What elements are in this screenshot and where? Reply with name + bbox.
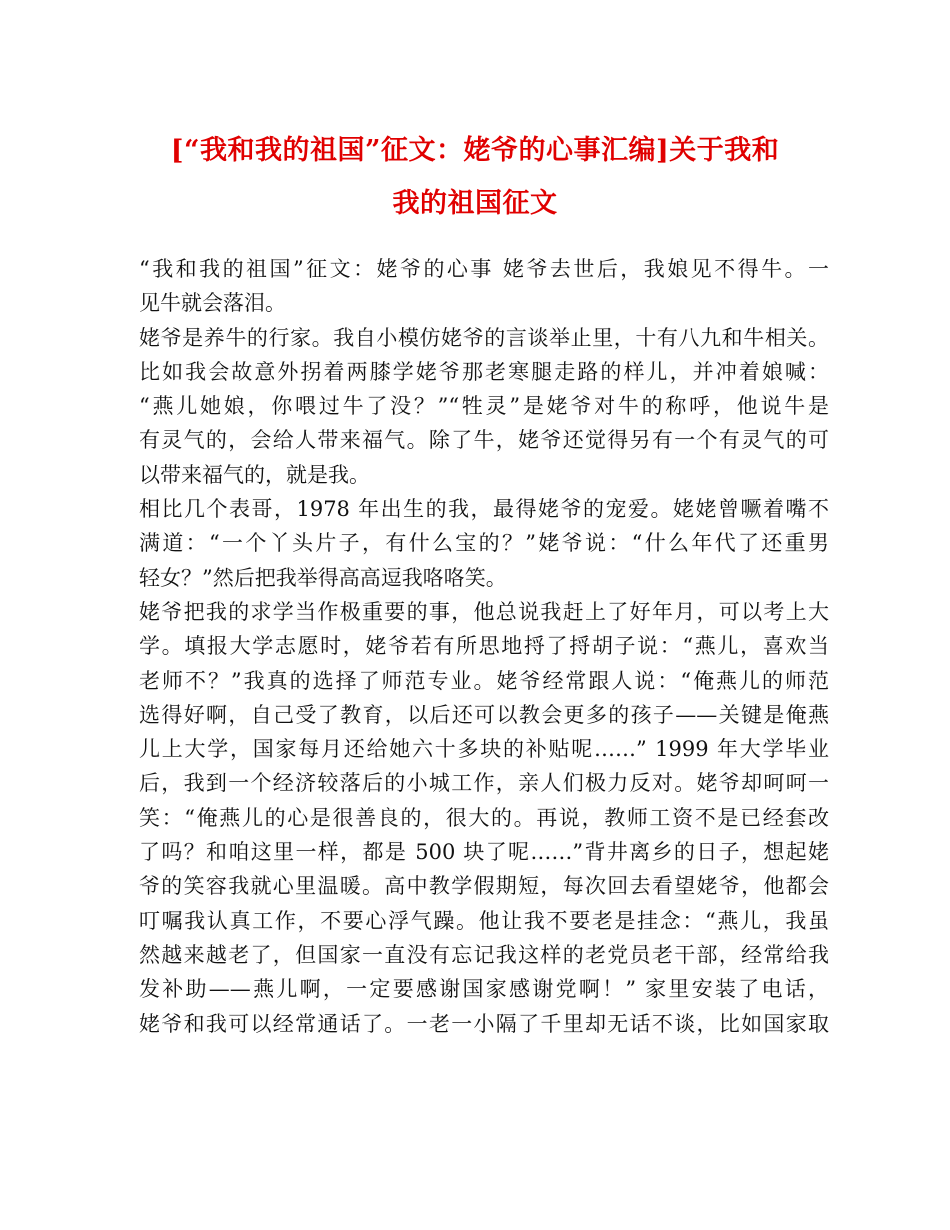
title-line-1: [“我和我的祖国”征文：姥爷的心事汇编]关于我和 — [170, 135, 780, 166]
body-line-21: 然越来越老了，但国家一直没有忘记我这样的老党员老干部，经常给我 — [139, 942, 829, 967]
body-line-9: 满道：“一个丫头片子，有什么宝的？”姥爷说：“什么年代了还重男 — [139, 531, 829, 556]
body-line-20: 叮嘱我认真工作，不要心浮气躁。他让我不要老是挂念：“燕儿，我虽 — [139, 908, 829, 933]
body-line-14: 选得好啊，自己受了教育，以后还可以教会更多的孩子——关键是俺燕 — [139, 702, 829, 727]
body-line-17: 笑：“俺燕儿的心是很善良的，很大的。再说，教师工资不是已经套改 — [139, 805, 829, 830]
body-line-7: 以带来福气的，就是我。 — [139, 462, 370, 487]
body-line-15: 儿上大学，国家每月还给她六十多块的补贴呢……” 1999 年大学毕业 — [139, 737, 829, 762]
body-line-22: 发补助——燕儿啊，一定要感谢国家感谢党啊！” 家里安装了电话， — [139, 977, 829, 1002]
body-line-11: 姥爷把我的求学当作极重要的事，他总说我赶上了好年月，可以考上大 — [139, 599, 829, 624]
body-line-10: 轻女？”然后把我举得高高逗我咯咯笑。 — [139, 565, 507, 590]
body-line-6: 有灵气的，会给人带来福气。除了牛，姥爷还觉得另有一个有灵气的可 — [139, 428, 829, 453]
body-line-12: 学。填报大学志愿时，姥爷若有所思地捋了捋胡子说：“燕儿，喜欢当 — [139, 634, 829, 659]
document-title — [120, 124, 830, 230]
body-line-16: 后，我到一个经济较落后的小城工作，亲人们极力反对。姥爷却呵呵一 — [139, 771, 829, 796]
body-line-18: 了吗？和咱这里一样，都是 500 块了呢……”背井离乡的日子，想起姥 — [139, 840, 829, 865]
body-line-4: 比如我会故意外拐着两膝学姥爷那老寒腿走路的样儿，并冲着娘喊： — [139, 359, 829, 384]
body-line-2: 见牛就会落泪。 — [139, 291, 286, 316]
body-line-5: “燕儿她娘，你喂过牛了没？”“牲灵”是姥爷对牛的称呼，他说牛是 — [139, 394, 829, 419]
title-line-2: 我的祖国征文 — [392, 188, 558, 219]
body-line-23: 姥爷和我可以经常通话了。一老一小隔了千里却无话不谈，比如国家取 — [139, 1011, 829, 1036]
body-line-19: 爷的笑容我就心里温暖。高中教学假期短，每次回去看望姥爷，他都会 — [139, 874, 829, 899]
body-line-1: “我和我的祖国”征文：姥爷的心事 姥爷去世后，我娘见不得牛。一 — [139, 257, 829, 281]
document-body — [139, 252, 829, 1041]
body-line-13: 老师不？”我真的选择了师范专业。姥爷经常跟人说：“俺燕儿的师范 — [139, 668, 829, 693]
body-line-3: 姥爷是养牛的行家。我自小模仿姥爷的言谈举止里，十有八九和牛相关。 — [139, 325, 829, 350]
body-line-8: 相比几个表哥，1978 年出生的我，最得姥爷的宠爱。姥姥曾噘着嘴不 — [139, 497, 829, 522]
